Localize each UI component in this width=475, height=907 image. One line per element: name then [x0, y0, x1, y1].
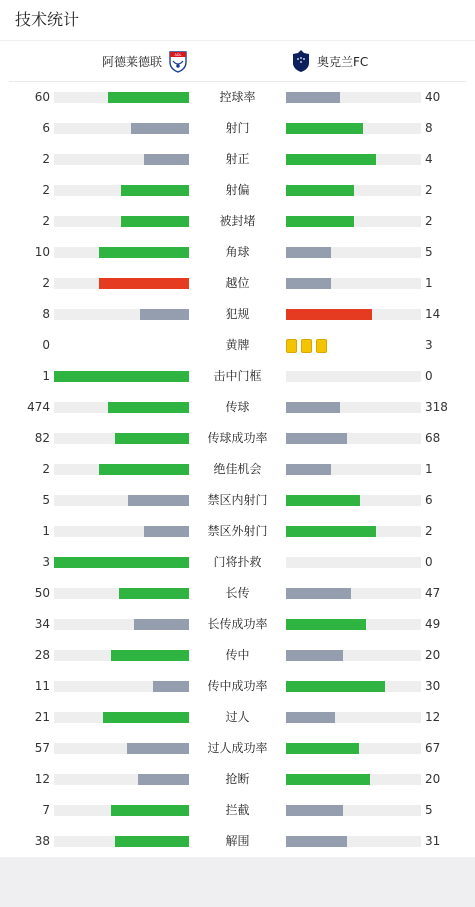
stats-list — [0, 82, 475, 857]
stat-row — [0, 485, 475, 516]
stat-row — [0, 299, 475, 330]
home-stat-bar — [54, 433, 189, 444]
away-stat-bar-fill — [286, 123, 363, 134]
away-stat-bar-fill — [286, 309, 372, 320]
stat-label: 控球率 — [219, 90, 256, 104]
away-stat-bar — [286, 216, 421, 227]
stat-row — [0, 423, 475, 454]
away-stat-bar-fill — [286, 402, 340, 413]
away-stat-value: 14 — [425, 307, 441, 321]
home-stat-value: 5 — [42, 493, 50, 507]
home-stat-bar-fill — [108, 92, 189, 103]
away-stat-bar — [286, 712, 421, 723]
stat-label: 击中门框 — [213, 369, 262, 383]
away-stat-bar — [286, 309, 421, 320]
stat-row — [0, 702, 475, 733]
away-stat-bar-fill — [286, 588, 351, 599]
home-stat-bar-fill — [54, 557, 189, 568]
away-stat-value: 0 — [425, 555, 433, 569]
stat-label: 禁区内射门 — [207, 493, 268, 507]
away-stat-bar — [286, 92, 421, 103]
away-yellow-cards — [286, 339, 327, 352]
home-stat-bar — [54, 526, 189, 537]
home-stat-bar-fill — [103, 712, 189, 723]
away-stat-bar-fill — [286, 526, 376, 537]
away-stat-bar-fill — [286, 743, 359, 754]
away-stat-bar — [286, 495, 421, 506]
home-stat-value: 474 — [27, 400, 50, 414]
teams-header — [9, 41, 466, 82]
away-stat-bar — [286, 371, 421, 382]
stat-row — [0, 764, 475, 795]
home-stat-value: 1 — [42, 524, 50, 538]
stat-label: 门将扑救 — [213, 555, 262, 569]
away-stat-bar-fill — [286, 278, 331, 289]
away-stat-bar-fill — [286, 836, 347, 847]
away-stat-bar — [286, 123, 421, 134]
away-stat-bar — [286, 805, 421, 816]
home-team[interactable] — [102, 41, 188, 81]
away-stat-value: 2 — [425, 524, 433, 538]
away-stat-bar-fill — [286, 247, 331, 258]
away-stat-bar-fill — [286, 774, 370, 785]
away-stat-value: 47 — [425, 586, 441, 600]
stat-label: 禁区外射门 — [207, 524, 268, 538]
stat-label: 传球 — [225, 400, 250, 414]
stat-label: 绝佳机会 — [213, 462, 262, 476]
stat-label: 角球 — [225, 245, 250, 259]
stat-label: 过人 — [225, 710, 250, 724]
away-stat-bar — [286, 650, 421, 661]
home-stat-bar — [54, 309, 189, 320]
home-stat-bar — [54, 371, 189, 382]
home-stat-bar-fill — [153, 681, 189, 692]
stat-row — [0, 547, 475, 578]
yellow-card-icon — [316, 339, 327, 353]
stat-label: 抢断 — [225, 772, 250, 786]
away-stat-bar-fill — [286, 495, 360, 506]
away-stat-value: 20 — [425, 648, 441, 662]
stat-row — [0, 795, 475, 826]
stat-row — [0, 361, 475, 392]
stat-label: 射门 — [225, 121, 250, 135]
away-stat-value: 68 — [425, 431, 441, 445]
home-stat-bar-fill — [99, 464, 189, 475]
home-stat-bar — [54, 216, 189, 227]
away-stat-value: 30 — [425, 679, 441, 693]
away-stat-value: 3 — [425, 338, 433, 352]
home-stat-value: 38 — [34, 834, 50, 848]
stat-row — [0, 330, 475, 361]
stat-row — [0, 82, 475, 113]
stat-row — [0, 516, 475, 547]
home-stat-bar-fill — [127, 743, 189, 754]
home-stat-bar-fill — [134, 619, 189, 630]
home-stat-bar — [54, 836, 189, 847]
away-stat-bar — [286, 836, 421, 847]
stat-label: 长传成功率 — [207, 617, 268, 631]
away-stat-bar — [286, 743, 421, 754]
stat-row — [0, 733, 475, 764]
home-stat-value: 2 — [42, 276, 50, 290]
yellow-card-icon — [286, 339, 297, 353]
stat-row — [0, 454, 475, 485]
away-stat-value: 31 — [425, 834, 441, 848]
home-stat-bar — [54, 681, 189, 692]
home-stat-bar — [54, 154, 189, 165]
away-stat-bar-fill — [286, 464, 331, 475]
away-stat-bar-fill — [286, 712, 335, 723]
home-stat-value: 2 — [42, 214, 50, 228]
home-stat-bar — [54, 588, 189, 599]
stat-row — [0, 113, 475, 144]
home-stat-value: 2 — [42, 183, 50, 197]
home-stat-bar-fill — [115, 836, 189, 847]
away-stat-value: 67 — [425, 741, 441, 755]
home-stat-bar-fill — [131, 123, 189, 134]
home-stat-bar-fill — [121, 216, 189, 227]
home-team-name: 阿德莱德联 — [101, 54, 162, 69]
adelaide-united-crest-icon — [168, 49, 188, 73]
away-stat-bar — [286, 464, 421, 475]
away-stat-value: 40 — [425, 90, 441, 104]
home-stat-bar-fill — [108, 402, 189, 413]
home-stat-bar-fill — [115, 433, 189, 444]
away-stat-value: 5 — [425, 803, 433, 817]
away-stat-bar-fill — [286, 185, 354, 196]
stat-label: 拦截 — [225, 803, 250, 817]
stat-row — [0, 578, 475, 609]
away-stat-value: 318 — [425, 400, 448, 414]
home-stat-value: 1 — [42, 369, 50, 383]
home-stat-bar-fill — [121, 185, 189, 196]
home-stat-bar — [54, 495, 189, 506]
page-title: 技术统计 — [0, 0, 475, 41]
home-stat-value: 7 — [42, 803, 50, 817]
home-stat-value: 2 — [42, 462, 50, 476]
away-stat-bar — [286, 247, 421, 258]
away-stat-bar — [286, 154, 421, 165]
home-stat-value: 50 — [34, 586, 50, 600]
home-stat-bar-fill — [144, 526, 189, 537]
home-stat-value: 28 — [34, 648, 50, 662]
home-stat-bar-fill — [99, 278, 189, 289]
away-stat-value: 1 — [425, 276, 433, 290]
away-stat-value: 1 — [425, 462, 433, 476]
stat-label: 解围 — [225, 834, 250, 848]
away-stat-bar-fill — [286, 92, 340, 103]
home-stat-bar-fill — [99, 247, 189, 258]
home-stat-value: 11 — [34, 679, 50, 693]
stat-row — [0, 144, 475, 175]
home-stat-bar — [54, 402, 189, 413]
away-stat-bar — [286, 526, 421, 537]
home-stat-bar — [54, 278, 189, 289]
away-stat-bar — [286, 557, 421, 568]
home-stat-bar — [54, 557, 189, 568]
stat-label: 黄牌 — [225, 338, 250, 352]
home-stat-bar-fill — [140, 309, 189, 320]
stat-label: 被封堵 — [219, 214, 256, 228]
away-stat-bar — [286, 278, 421, 289]
home-stat-value: 57 — [34, 741, 50, 755]
home-stat-bar — [54, 123, 189, 134]
away-stat-value: 5 — [425, 245, 433, 259]
away-stat-value: 6 — [425, 493, 433, 507]
away-stat-bar-fill — [286, 650, 343, 661]
home-stat-value: 21 — [34, 710, 50, 724]
away-stat-bar — [286, 588, 421, 599]
home-stat-bar — [54, 92, 189, 103]
stat-row — [0, 640, 475, 671]
stat-row — [0, 671, 475, 702]
home-stat-value: 82 — [34, 431, 50, 445]
away-stat-value: 4 — [425, 152, 433, 166]
away-stat-bar — [286, 774, 421, 785]
away-stat-bar — [286, 185, 421, 196]
stat-row — [0, 609, 475, 640]
home-stat-bar — [54, 805, 189, 816]
away-stat-value: 12 — [425, 710, 441, 724]
stat-row — [0, 175, 475, 206]
home-stat-value: 8 — [42, 307, 50, 321]
away-stat-value: 0 — [425, 369, 433, 383]
stat-row — [0, 826, 475, 857]
home-stat-value: 60 — [34, 90, 50, 104]
home-stat-bar — [54, 185, 189, 196]
away-stat-bar-fill — [286, 216, 354, 227]
auckland-fc-crest-icon — [291, 49, 311, 73]
home-stat-bar — [54, 774, 189, 785]
home-stat-bar — [54, 619, 189, 630]
home-stat-value: 0 — [42, 338, 50, 352]
home-stat-bar — [54, 247, 189, 258]
away-stat-bar-fill — [286, 805, 343, 816]
stat-label: 射正 — [225, 152, 250, 166]
home-stat-bar-fill — [144, 154, 189, 165]
stat-row — [0, 268, 475, 299]
away-stat-value: 20 — [425, 772, 441, 786]
home-stat-bar-fill — [138, 774, 189, 785]
away-stat-value: 2 — [425, 214, 433, 228]
away-stat-bar — [286, 619, 421, 630]
home-stat-bar-fill — [54, 371, 189, 382]
home-stat-value: 34 — [34, 617, 50, 631]
stat-row — [0, 206, 475, 237]
home-stat-bar — [54, 743, 189, 754]
away-team[interactable] — [291, 41, 368, 81]
stat-row — [0, 392, 475, 423]
away-stat-bar — [286, 402, 421, 413]
stat-label: 传中成功率 — [207, 679, 268, 693]
stat-label: 犯规 — [225, 307, 250, 321]
home-stat-bar-fill — [119, 588, 189, 599]
home-stat-value: 3 — [42, 555, 50, 569]
home-stat-value: 10 — [34, 245, 50, 259]
stat-label: 越位 — [225, 276, 250, 290]
away-stat-bar-fill — [286, 433, 347, 444]
home-stat-bar-fill — [111, 805, 189, 816]
svg-text:ADL: ADL — [174, 53, 182, 57]
home-stat-value: 12 — [34, 772, 50, 786]
home-stat-value: 6 — [42, 121, 50, 135]
away-stat-bar-fill — [286, 154, 376, 165]
stat-label: 过人成功率 — [207, 741, 268, 755]
home-stat-bar — [54, 712, 189, 723]
away-team-name: 奥克兰FC — [317, 54, 369, 69]
stat-label: 射偏 — [225, 183, 250, 197]
away-stat-bar — [286, 433, 421, 444]
away-stat-bar — [286, 681, 421, 692]
home-stat-value: 2 — [42, 152, 50, 166]
away-stat-value: 49 — [425, 617, 441, 631]
away-stat-bar-fill — [286, 681, 385, 692]
away-stat-value: 8 — [425, 121, 433, 135]
stat-label: 传球成功率 — [207, 431, 268, 445]
home-stat-bar — [54, 650, 189, 661]
home-stat-bar-fill — [128, 495, 189, 506]
stat-label: 传中 — [225, 648, 250, 662]
yellow-card-icon — [301, 339, 312, 353]
home-stat-bar — [54, 464, 189, 475]
away-stat-bar-fill — [286, 619, 366, 630]
away-stat-value: 2 — [425, 183, 433, 197]
stat-row — [0, 237, 475, 268]
stat-label: 长传 — [225, 586, 250, 600]
home-stat-bar-fill — [111, 650, 189, 661]
